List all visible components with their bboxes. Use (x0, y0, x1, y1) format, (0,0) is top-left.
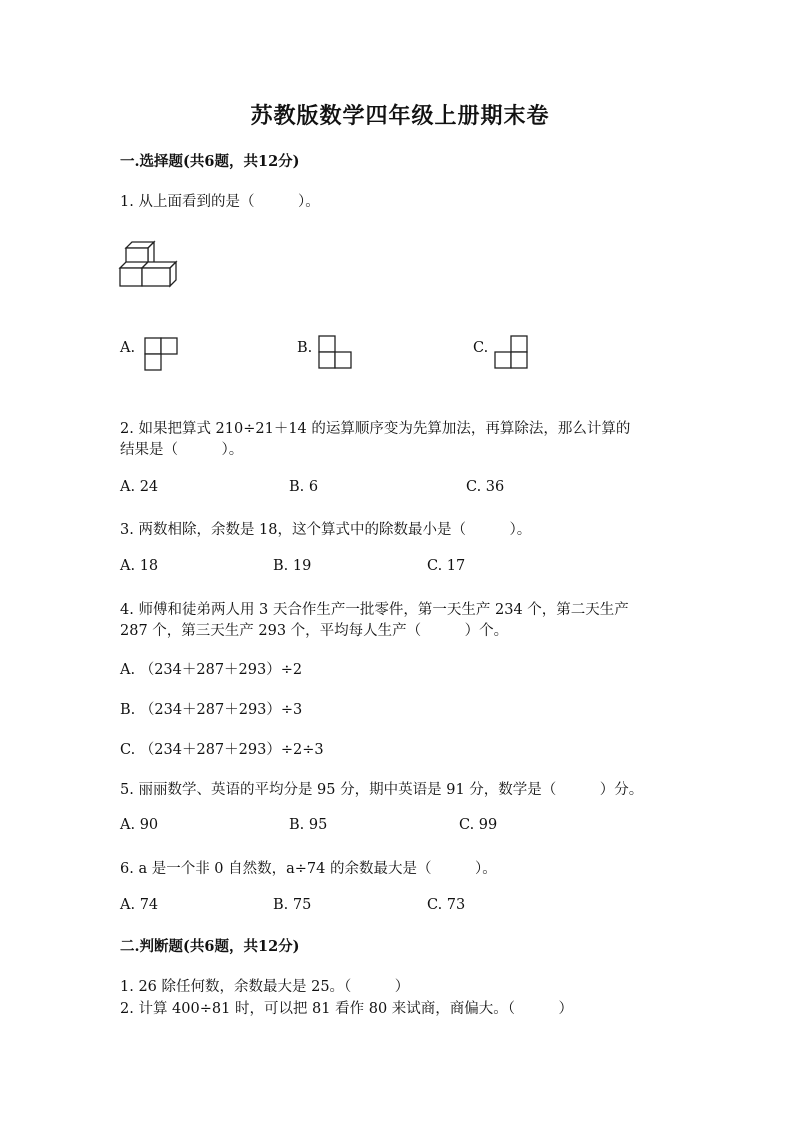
q5-option-a[interactable]: A. 90 (120, 817, 159, 833)
question-5: 5. 丽丽数学、英语的平均分是 95 分，期中英语是 91 分，数学是（ ）分。 (120, 782, 644, 798)
q3-option-c[interactable]: C. 17 (427, 558, 466, 574)
view-c-icon (494, 335, 528, 369)
view-b-icon (318, 335, 352, 369)
page-title: 苏教版数学四年级上册期末卷 (250, 103, 550, 129)
question-2-line-1: 2. 如果把算式 210÷21＋14 的运算顺序变为先算加法，再算除法，那么计算的 (120, 421, 631, 437)
q4-option-c[interactable]: C. （234＋287＋293）÷2÷3 (120, 742, 324, 758)
question-4-line-2: 287 个，第三天生产 293 个，平均每人生产（ ）个。 (120, 623, 509, 639)
question-1: 1. 从上面看到的是（ ）。 (120, 194, 320, 210)
q4-option-a[interactable]: A. （234＋287＋293）÷2 (120, 662, 303, 678)
section-heading-choice: 一.选择题(共6题，共12分) (120, 153, 300, 170)
q5-option-b[interactable]: B. 95 (289, 817, 328, 833)
question-4-line-1: 4. 师傅和徒弟两人用 3 天合作生产一批零件，第一天生产 234 个，第二天生产 (120, 602, 629, 618)
q3-option-a[interactable]: A. 18 (120, 558, 159, 574)
question-6: 6. a 是一个非 0 自然数，a÷74 的余数最大是（ ）。 (120, 861, 497, 877)
q3-option-b[interactable]: B. 19 (273, 558, 312, 574)
q6-option-b[interactable]: B. 75 (273, 897, 312, 913)
q5-option-c[interactable]: C. 99 (459, 817, 498, 833)
q2-option-b[interactable]: B. 6 (289, 479, 319, 495)
q1-option-c[interactable]: C. (473, 340, 489, 356)
question-3: 3. 两数相除，余数是 18，这个算式中的除数最小是（ ）。 (120, 522, 532, 538)
q4-option-b[interactable]: B. （234＋287＋293）÷3 (120, 702, 303, 718)
q1-option-a[interactable]: A. (120, 340, 136, 356)
q2-option-c[interactable]: C. 36 (466, 479, 505, 495)
section-heading-judge: 二.判断题(共6题，共12分) (120, 938, 300, 955)
view-a-icon (144, 337, 178, 371)
q6-option-c[interactable]: C. 73 (427, 897, 466, 913)
q1-option-b[interactable]: B. (297, 340, 313, 356)
question-2-line-2: 结果是（ ）。 (120, 442, 244, 458)
q6-option-a[interactable]: A. 74 (120, 897, 159, 913)
q2-option-a[interactable]: A. 24 (120, 479, 159, 495)
judge-item-1: 1. 26 除任何数，余数最大是 25。（ ） (120, 979, 410, 995)
cube-stack-figure (118, 240, 188, 290)
judge-item-2: 2. 计算 400÷81 时，可以把 81 看作 80 来试商，商偏大。（ ） (120, 1001, 574, 1017)
